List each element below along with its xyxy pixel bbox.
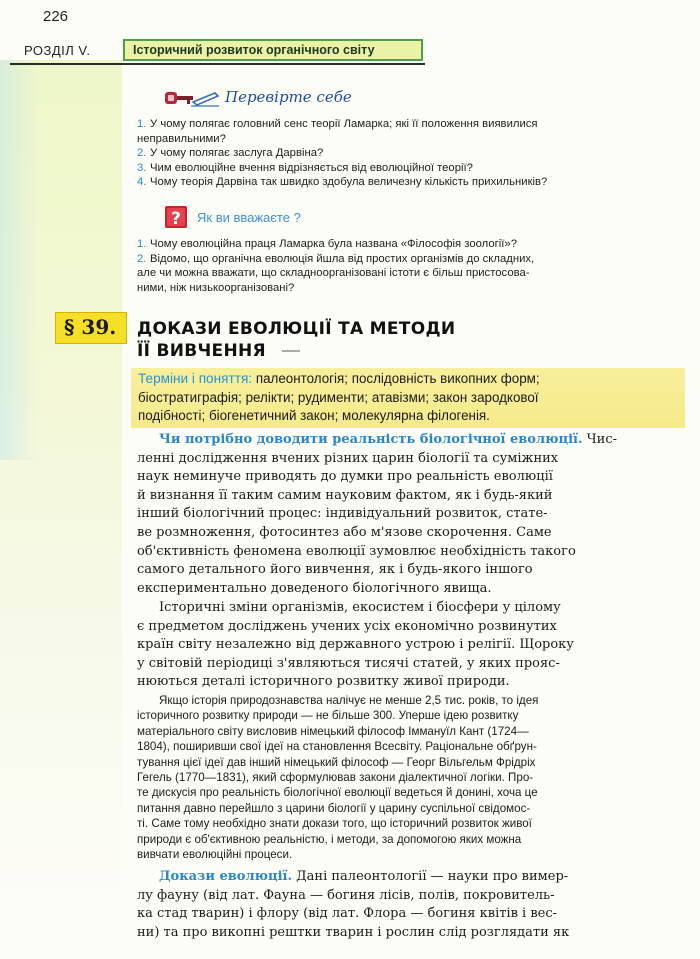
question-item	[137, 266, 677, 281]
section-title: Історичний розвиток органічного світу	[123, 39, 423, 61]
small-line: Якщо історія природознавства налічує не менше 2,5 тис. років, то ідея	[159, 694, 539, 707]
question-text: Відомо, що органічна еволюція йшла від простих організмів до складних,	[150, 252, 535, 265]
question-mark-icon	[164, 205, 190, 235]
small-line: тування цієї ідеї дав інший німецький філософ — Георг Вільгельм Фрідріх	[137, 755, 536, 769]
body-line: Історичні зміни організмів, екосистем і біосфери у цілому	[159, 600, 561, 615]
paragraph-title-line: ДОКАЗИ ЕВОЛЮЦІЇ ТА МЕТОДИ	[137, 319, 456, 339]
question-item	[137, 146, 677, 161]
body-text: Чис-	[582, 432, 618, 447]
title-dash	[282, 350, 300, 352]
question-number: 4.	[137, 176, 147, 189]
terms-line: біостратиграфія; релікти; рудименти; атавізми; закон зародкової	[138, 389, 539, 405]
body-line: інший біологічний процес: індивідуальний розвиток, стате-	[137, 506, 548, 522]
body-line: ве розмноження, фотосинтез або м'язове скорочення. Саме	[137, 524, 552, 540]
section-header	[10, 38, 425, 64]
body-block-intro	[137, 431, 684, 598]
body-line: є предметом досліджень учених усіх економічно розвинутих	[137, 618, 557, 634]
key-writing-icon	[163, 86, 221, 114]
question-item	[137, 252, 677, 267]
question-number: 1.	[137, 118, 147, 130]
small-line: питання давно перейшло з царини біології у царину суспільної свідомос-	[137, 801, 531, 815]
question-item	[137, 237, 677, 252]
lead-heading: Докази еволюції.	[159, 869, 292, 884]
question-item	[137, 281, 677, 296]
small-line: 1804), поширивши свої ідеї на становлення Всесвіту. Раціональне обґрун-	[137, 740, 537, 754]
body-line: ка стад тварин) і флору (від лат. Флора — богиня квітів і вес-	[137, 906, 558, 922]
body-line: нюються деталі історичного розвитку живої природи.	[137, 674, 510, 690]
question-number: 3.	[137, 161, 147, 174]
question-text: Чому еволюційна праця Ламарка була названа «Філософія зоології»?	[150, 238, 517, 250]
think-questions-list	[137, 237, 677, 295]
svg-text:?: ?	[171, 209, 181, 229]
terms-line: подібності; біогенетичний закон; молекулярна філогенія.	[138, 408, 490, 423]
body-line	[137, 868, 684, 887]
body-line: ленні дослідження вчених різних царин біології та суміжних	[137, 450, 559, 466]
body-line: й визнання її таким самим науковим фактом, як і будь-який	[137, 487, 553, 503]
check-questions-list	[137, 117, 677, 190]
body-line: об'єктивність феномена еволюції зумовлює необхідність такого	[137, 543, 576, 559]
terms-box	[131, 368, 685, 428]
question-text: але чи можна вважати, що складноорганізовані істоти є більш пристосова-	[137, 267, 530, 280]
body-block-evidence	[137, 868, 684, 942]
question-item	[137, 117, 677, 132]
paragraph-title	[137, 318, 557, 362]
body-line	[137, 431, 684, 450]
body-block-research	[137, 599, 684, 692]
body-line: експериментально доведеного біологічного явища.	[137, 580, 492, 596]
terms-text: палеонтологія; послідовність викопних форм;	[255, 371, 540, 386]
question-text: Чому теорія Дарвіна так швидко здобула величезну кількість прихильників?	[150, 176, 548, 189]
body-line: країн світу незалежно від державного устрою і релігії. Щороку	[137, 637, 574, 653]
body-text: Дані палеонтології — науки про вимер-	[291, 869, 569, 884]
small-line: те дискусія про реальність біологічної еволюції ведеться й донині, хоча це	[137, 786, 538, 800]
small-line: природи є об'єктивною реальністю, і методи, за допомогою яких можна	[137, 832, 522, 846]
paragraph-title-line: ЇЇ ВИВЧЕННЯ	[137, 341, 266, 361]
question-number: 1.	[137, 238, 147, 250]
body-line: лу фауну (від лат. Фауна — богиня лісів, полів, покровитель-	[137, 887, 555, 903]
small-line: матеріального світу висловив німецький філософ Іммануїл Кант (1724—	[137, 724, 529, 738]
question-text: Чим еволюційне вчення відрізняється від еволюційної теорії?	[150, 161, 473, 174]
small-line: ті. Саме тому необхідно знати докази того, що історичний розвиток живої	[137, 817, 532, 831]
question-text: У чому полягає заслуга Дарвіна?	[150, 147, 324, 160]
question-text: У чому полягає головний сенс теорії Ламарка; які її положення виявилися	[150, 118, 538, 130]
terms-line	[138, 370, 685, 389]
question-item	[137, 175, 677, 190]
check-yourself-title: Перевірте себе	[225, 88, 352, 106]
terms-label: Терміни і поняття:	[138, 371, 253, 386]
paragraph-number-badge: § 39.	[55, 312, 127, 344]
question-item	[137, 132, 677, 147]
what-do-you-think-title: Як ви вважаєте ?	[197, 210, 301, 225]
left-color-band	[0, 60, 122, 959]
body-line: самого детального його вивчення, як і будь-якого іншого	[137, 562, 533, 578]
question-number: 2.	[137, 252, 147, 265]
section-label: РОЗДІЛ V.	[24, 43, 91, 58]
question-text: ними, ніж низькоорганізовані?	[137, 281, 295, 294]
small-line: історичного розвитку природи — не більше 300. Уперше ідею розвитку	[137, 709, 519, 723]
body-line: ни) та про викопні рештки тварин і рослин слід розглядати як	[137, 924, 570, 940]
question-item	[137, 161, 677, 176]
small-print-block	[137, 693, 684, 862]
small-line: Гегель (1770—1831), який сформулював закони діалектичної логіки. Про-	[137, 771, 534, 785]
lead-heading: Чи потрібно доводити реальність біологічної еволюції.	[159, 432, 583, 447]
body-line: у світовій періодиці з'являються тисячі статей, у яких прояс-	[137, 655, 560, 671]
question-text: неправильними?	[137, 132, 226, 145]
small-line: вивчати еволюційні процеси.	[137, 848, 293, 862]
page-number: 226	[43, 8, 69, 25]
question-number: 2.	[137, 147, 147, 160]
section-rule	[10, 63, 425, 65]
body-line: наук неминуче приводять до думки про реальність еволюції	[137, 469, 553, 485]
